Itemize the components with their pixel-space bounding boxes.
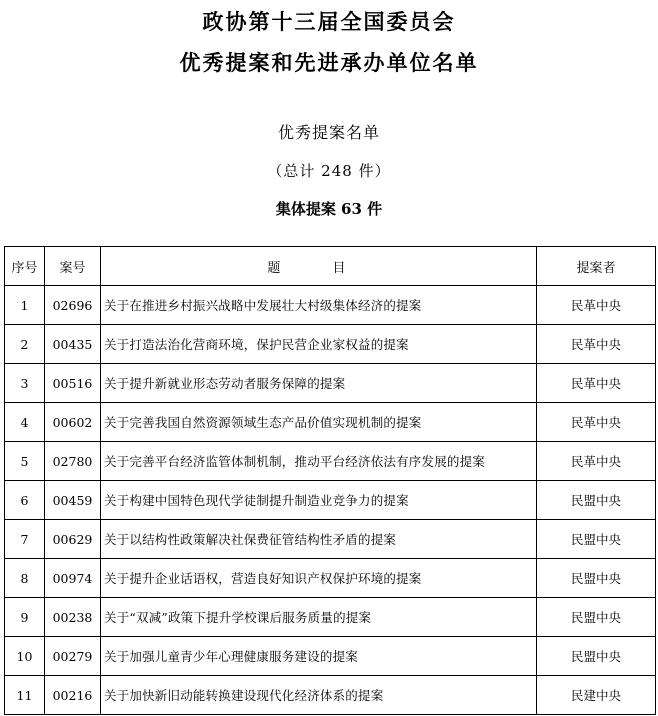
- cell-proposer: 民盟中央: [537, 559, 656, 598]
- table-row: [5, 520, 656, 559]
- cell-no: 3: [5, 364, 45, 403]
- cell-title: 关于完善平台经济监管体制机制，推动平台经济依法有序发展的提案: [101, 442, 537, 481]
- cell-title: 关于完善我国自然资源领域生态产品价值实现机制的提案: [101, 403, 537, 442]
- cell-no: 1: [5, 286, 45, 325]
- cell-id: 00629: [45, 520, 101, 559]
- cell-id: 00459: [45, 481, 101, 520]
- subsection-title: 集体提案 63 件: [275, 200, 383, 218]
- cell-title: 关于提升新就业形态劳动者服务保障的提案: [101, 364, 537, 403]
- cell-id: 00216: [45, 676, 101, 715]
- cell-proposer: 民建中央: [537, 676, 656, 715]
- cell-proposer: 民革中央: [537, 364, 656, 403]
- document-title-line2: 优秀提案和先进承办单位名单: [179, 51, 479, 75]
- header-id: 案号: [45, 247, 101, 286]
- table-row: [5, 364, 656, 403]
- cell-no: 8: [5, 559, 45, 598]
- table-row: [5, 325, 656, 364]
- cell-proposer: 民盟中央: [537, 598, 656, 637]
- section-title: 优秀提案名单: [277, 123, 380, 142]
- header-no: 序号: [5, 247, 45, 286]
- cell-title: 关于构建中国特色现代学徒制提升制造业竞争力的提案: [101, 481, 537, 520]
- cell-title: 关于加快新旧动能转换建设现代化经济体系的提案: [101, 676, 537, 715]
- table-header-row: [5, 247, 656, 286]
- cell-proposer: 民革中央: [537, 325, 656, 364]
- table-row: [5, 403, 656, 442]
- table-row: [5, 442, 656, 481]
- cell-title: 关于以结构性政策解决社保费征管结构性矛盾的提案: [101, 520, 537, 559]
- cell-no: 10: [5, 637, 45, 676]
- cell-proposer: 民盟中央: [537, 481, 656, 520]
- table-row: [5, 559, 656, 598]
- header-proposer: 提案者: [537, 247, 656, 286]
- cell-id: 00435: [45, 325, 101, 364]
- cell-no: 6: [5, 481, 45, 520]
- proposal-table: [4, 246, 656, 715]
- cell-id: 00238: [45, 598, 101, 637]
- cell-id: 00602: [45, 403, 101, 442]
- total-count: （总计 248 件）: [267, 162, 391, 180]
- cell-id: 00516: [45, 364, 101, 403]
- cell-title: 关于提升企业话语权，营造良好知识产权保护环境的提案: [101, 559, 537, 598]
- cell-no: 5: [5, 442, 45, 481]
- cell-title: 关于打造法治化营商环境，保护民营企业家权益的提案: [101, 325, 537, 364]
- table-row: [5, 637, 656, 676]
- table-row: [5, 676, 656, 715]
- document-title-line1: 政协第十三届全国委员会: [202, 10, 456, 34]
- table-row: [5, 481, 656, 520]
- cell-id: 02696: [45, 286, 101, 325]
- table-row: [5, 286, 656, 325]
- cell-proposer: 民革中央: [537, 286, 656, 325]
- cell-id: 00279: [45, 637, 101, 676]
- cell-title: 关于加强儿童青少年心理健康服务建设的提案: [101, 637, 537, 676]
- cell-proposer: 民革中央: [537, 403, 656, 442]
- table-row: [5, 598, 656, 637]
- cell-no: 4: [5, 403, 45, 442]
- cell-no: 11: [5, 676, 45, 715]
- cell-no: 2: [5, 325, 45, 364]
- cell-id: 02780: [45, 442, 101, 481]
- cell-no: 7: [5, 520, 45, 559]
- cell-title: 关于“双减”政策下提升学校课后服务质量的提案: [101, 598, 537, 637]
- cell-title: 关于在推进乡村振兴战略中发展壮大村级集体经济的提案: [101, 286, 537, 325]
- cell-proposer: 民盟中央: [537, 637, 656, 676]
- cell-proposer: 民盟中央: [537, 520, 656, 559]
- header-title: 题 目: [101, 247, 537, 286]
- cell-no: 9: [5, 598, 45, 637]
- cell-id: 00974: [45, 559, 101, 598]
- cell-proposer: 民革中央: [537, 442, 656, 481]
